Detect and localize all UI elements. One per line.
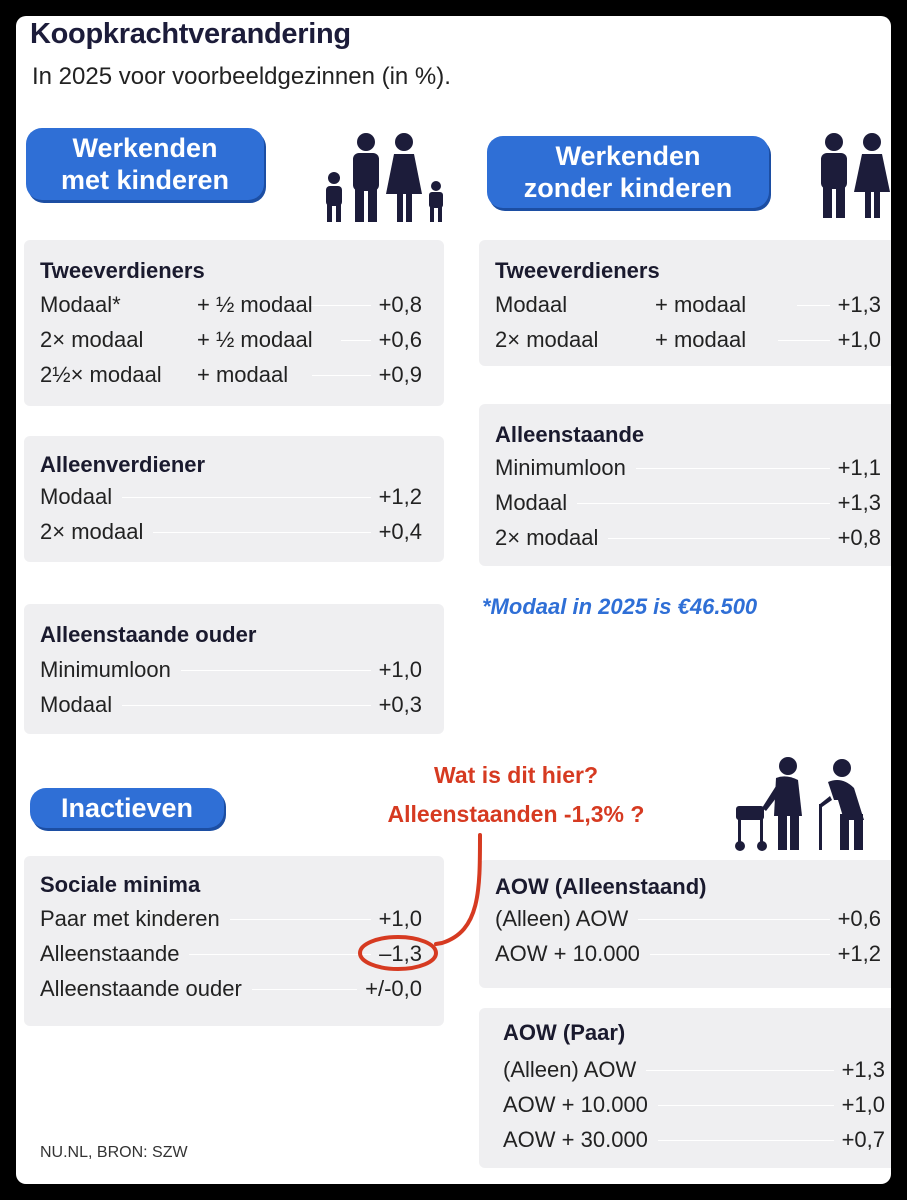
annotation-line-1: Wat is dit hier? [434,762,598,788]
leader-line [650,954,830,955]
table-row [40,517,422,547]
infographic-card [16,16,891,1184]
row-label: 2× modaal [495,327,599,352]
page-subtitle: In 2025 voor voorbeeldgezinnen (in %). [32,63,451,90]
row-sublabel: + modaal [655,292,747,317]
panel-aow-alleenstaand [479,860,891,988]
table-row [495,453,881,483]
panel-tweeverdieners-zonder-kinderen [479,240,891,366]
leader-line [122,497,370,498]
annotation-line-2: Alleenstaanden -1,3% ? [387,801,645,827]
row-value: +0,6 [837,906,881,931]
row-label: Paar met kinderen [40,906,220,931]
row-value: +0,4 [378,519,422,544]
table-row [40,290,422,320]
panel-title: AOW (Alleenstaand) [495,874,707,899]
row-label: AOW + 10.000 [495,941,640,966]
row-label: Minimumloon [495,455,626,480]
row-sublabel: + modaal [197,362,289,387]
row-label: AOW + 30.000 [503,1127,648,1152]
annotation-text [316,756,716,834]
row-value: +1,0 [841,1092,885,1117]
row-value: +0,9 [378,362,422,387]
panel-title: Tweeverdieners [495,258,660,283]
row-label: Modaal [495,292,568,317]
row-label: Alleenstaande [40,941,180,966]
leader-line [638,919,829,920]
row-sublabel: + modaal [655,327,747,352]
row-value: +1,1 [837,455,881,480]
panel-title: Alleenstaande ouder [40,622,257,647]
couple-icon [814,132,891,220]
panel-alleenstaande-ouder [24,604,444,734]
row-label: 2½× modaal [40,362,162,387]
row-value: +1,3 [837,490,881,515]
panel-alleenverdiener [24,436,444,562]
row-value: +0,8 [378,292,422,317]
row-value: +0,6 [378,327,422,352]
leader-line [312,375,371,376]
row-value: +1,0 [837,327,881,352]
panel-aow-paar [479,1008,891,1168]
panel-title: AOW (Paar) [503,1020,626,1045]
leader-line [153,532,370,533]
section-werkenden-zonder-kinderen: Werkenden zonder kinderen [487,136,769,208]
leader-line [658,1140,834,1141]
row-label: Modaal [40,484,113,509]
leader-line [658,1105,834,1106]
source-credit: NU.NL, BRON: SZW [40,1144,188,1161]
row-value: +1,0 [378,906,422,931]
modaal-footnote: *Modaal in 2025 is €46.500 [482,594,758,619]
row-value: +1,3 [837,292,881,317]
panel-tweeverdieners-met-kinderen [24,240,444,406]
leader-line [181,670,371,671]
leader-line [341,340,370,341]
row-label: Alleenstaande ouder [40,976,242,1001]
row-value: –1,3 [379,941,422,966]
table-row [40,482,422,512]
panel-title: Alleenverdiener [40,452,206,477]
panel-title: Alleenstaande [495,422,645,447]
table-row [495,523,881,553]
table-row [495,904,881,934]
table-row [495,290,881,320]
row-value: +1,2 [378,484,422,509]
row-value: +1,3 [841,1057,885,1082]
annotation-highlight-circle [360,937,436,969]
row-value: +1,0 [378,657,422,682]
row-sublabel: + ½ modaal [197,292,313,317]
row-label: Modaal [40,692,113,717]
row-label: AOW + 10.000 [503,1092,648,1117]
page-title: Koopkrachtverandering [30,18,351,50]
row-label: 2× modaal [40,327,144,352]
panel-title: Sociale minima [40,872,201,897]
row-label: 2× modaal [40,519,144,544]
table-row [40,655,422,685]
table-row [40,325,422,355]
row-value: +0,7 [841,1127,885,1152]
table-row [495,939,881,969]
leader-line [577,503,829,504]
leader-line [252,989,357,990]
table-row [503,1055,885,1085]
row-label: (Alleen) AOW [503,1057,637,1082]
row-value: +/-0,0 [365,976,422,1001]
section-werkenden-met-kinderen: Werkenden met kinderen [26,128,264,200]
row-label: 2× modaal [495,525,599,550]
leader-line [189,954,371,955]
leader-line [797,305,829,306]
table-row [503,1125,885,1155]
panel-title: Tweeverdieners [40,258,205,283]
table-row [503,1090,885,1120]
family-icon [318,132,448,224]
elderly-couple-icon [732,756,884,854]
table-row [495,488,881,518]
row-value: +0,8 [837,525,881,550]
table-row [40,974,422,1004]
row-label: Minimumloon [40,657,171,682]
table-row [40,360,422,390]
row-label: Modaal [495,490,568,515]
table-row [495,325,881,355]
leader-line [122,705,370,706]
panel-alleenstaande [479,404,891,566]
row-label: Modaal* [40,292,121,317]
leader-line [778,340,829,341]
leader-line [646,1070,833,1071]
table-row [40,690,422,720]
row-sublabel: + ½ modaal [197,327,313,352]
annotation-callout-arrow [346,831,486,971]
section-inactieven: Inactieven [30,788,224,828]
leader-line [636,468,830,469]
row-label: (Alleen) AOW [495,906,629,931]
row-value: +0,3 [378,692,422,717]
leader-line [608,538,829,539]
row-value: +1,2 [837,941,881,966]
